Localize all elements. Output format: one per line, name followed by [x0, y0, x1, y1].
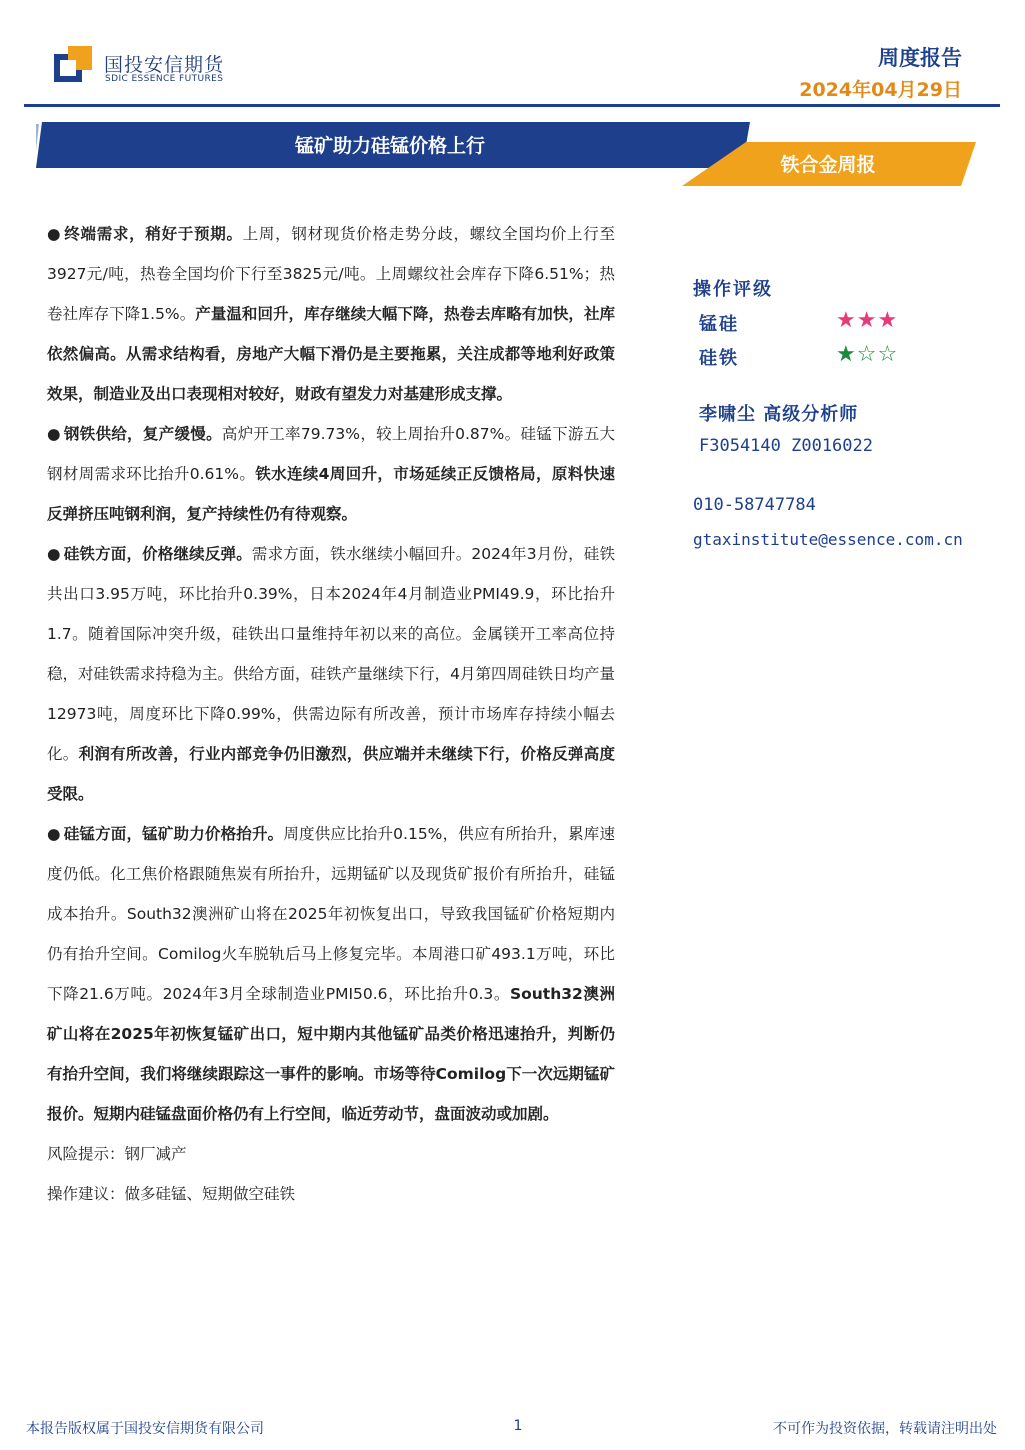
paragraph-text: 高炉开工率79.73%，较上周抬升0.87%。硅锰下游五大钢材周需求环比抬升0.61%。 [47, 425, 616, 483]
rating-title: 操作评级 [693, 279, 773, 300]
paragraph-demand [47, 214, 615, 414]
paragraph-supply [47, 414, 615, 534]
page-number: 1 [513, 1418, 523, 1434]
paragraph-heading: 硅铁方面，价格继续反弹。 [63, 545, 252, 563]
rating-product-name: 硅铁 [699, 348, 739, 369]
report-category-tag: 铁合金周报 [780, 154, 876, 176]
report-type: 周度报告 [878, 46, 962, 70]
analyst-certificate: F3054140 Z0016022 [699, 436, 873, 456]
paragraph-heading: 钢铁供给，复产缓慢。 [63, 425, 222, 443]
operation-advice: 操作建议：做多硅锰、短期做空硅铁 [47, 1185, 296, 1203]
bullet-icon: ● [47, 425, 61, 443]
risk-warning: 风险提示：钢厂减产 [47, 1145, 187, 1163]
bullet-icon: ● [47, 545, 61, 563]
analyst-name: 李啸尘 高级分析师 [699, 404, 859, 425]
logo-text-cn: 国投安信期货 [104, 54, 225, 76]
contact-email[interactable]: gtaxinstitute@essence.com.cn [693, 530, 963, 549]
paragraph-emphasis: 利润有所改善，行业内部竞争仍旧激烈，供应端并未继续下行，价格反弹高度受限。 [47, 745, 615, 803]
contact-phone: 010-58747784 [693, 495, 816, 515]
paragraph-emphasis: 产量温和回升，库存继续大幅下降，热卷去库略有加快，社库依然偏高。从需求结构看，房地产大幅下滑仍是主要拖累，关注成都等地利好政策效果，制造业及出口表现相对较好，财政有望发力对基建形成支撑。 [47, 305, 615, 403]
rating-product-name: 锰硅 [699, 314, 739, 335]
bullet-icon: ● [47, 225, 62, 243]
paragraph-heading: 硅锰方面，锰矿助力价格抬升。 [63, 825, 284, 843]
report-date: 2024年04月29日 [799, 79, 962, 101]
logo-text-en: SDIC ESSENCE FUTURES [105, 74, 224, 84]
paragraph-heading: 终端需求，稍好于预期。 [64, 225, 243, 243]
rating-row-ferrosilicon [693, 344, 943, 372]
rating-row-silicomanganese [693, 310, 943, 338]
paragraph-silicomanganese [47, 814, 615, 1134]
logo-mark-icon [54, 44, 94, 84]
footer-disclaimer: 不可作为投资依据，转载请注明出处 [773, 1421, 997, 1437]
company-logo [54, 44, 234, 88]
main-content [47, 214, 615, 1214]
paragraph-text: 周度供应比抬升0.15%，供应有所抬升，累库速度仍低。化工焦价格跟随焦炭有所抬升，远期锰矿以及现货矿报价有所抬升，硅锰成本抬升。South32澳洲矿山将在2025年初恢复出口，导致我国锰矿价格短期内仍有抬升空间。Comilog火车脱轨后马上修复完毕。本周港口矿493.1万吨，环比下降21.6万吨。2024年3月全球制造业PMI50.6，环比抬升0.3。 [47, 825, 615, 1003]
paragraph-text: 上周，钢材现货价格走势分歧，螺纹全国均价上行至3927元/吨，热卷全国均价下行至3825元/吨。上周螺纹社会库存下降6.51%；热卷社库存下降1.5%。 [47, 225, 615, 323]
paragraph-text: 需求方面，铁水继续小幅回升。2024年3月份，硅铁共出口3.95万吨，环比抬升0.39%，日本2024年4月制造业PMI49.9，环比抬升1.7。随着国际冲突升级，硅铁出口量维持年初以来的高位。金属镁开工率高位持稳，对硅铁需求持稳为主。供给方面，硅铁产量继续下行，4月第四周硅铁日均产量12973吨，周度环比下降0.99%，供需边际有所改善，预计市场库存持续小幅去化。 [47, 545, 615, 763]
star-rating-icon: ★☆☆ [836, 342, 899, 367]
footer-copyright: 本报告版权属于国投安信期货有限公司 [26, 1421, 264, 1437]
report-title: 锰矿助力硅锰价格上行 [294, 135, 485, 157]
paragraph-ferrosilicon [47, 534, 615, 814]
bullet-icon: ● [47, 825, 61, 843]
paragraph-emphasis: 铁水连续4周回升，市场延续正反馈格局，原料快速反弹挤压吨钢利润，复产持续性仍有待观察。 [47, 465, 615, 523]
header-divider [24, 104, 1000, 107]
star-rating-icon: ★★★ [836, 308, 899, 333]
paragraph-emphasis: South32澳洲矿山将在2025年初恢复锰矿出口，短中期内其他锰矿品类价格迅速抬升，判断仍有抬升空间，我们将继续跟踪这一事件的影响。市场等待Comilog下一次远期锰矿报价。短期内硅锰盘面价格仍有上行空间，临近劳动节，盘面波动或加剧。 [47, 985, 615, 1123]
